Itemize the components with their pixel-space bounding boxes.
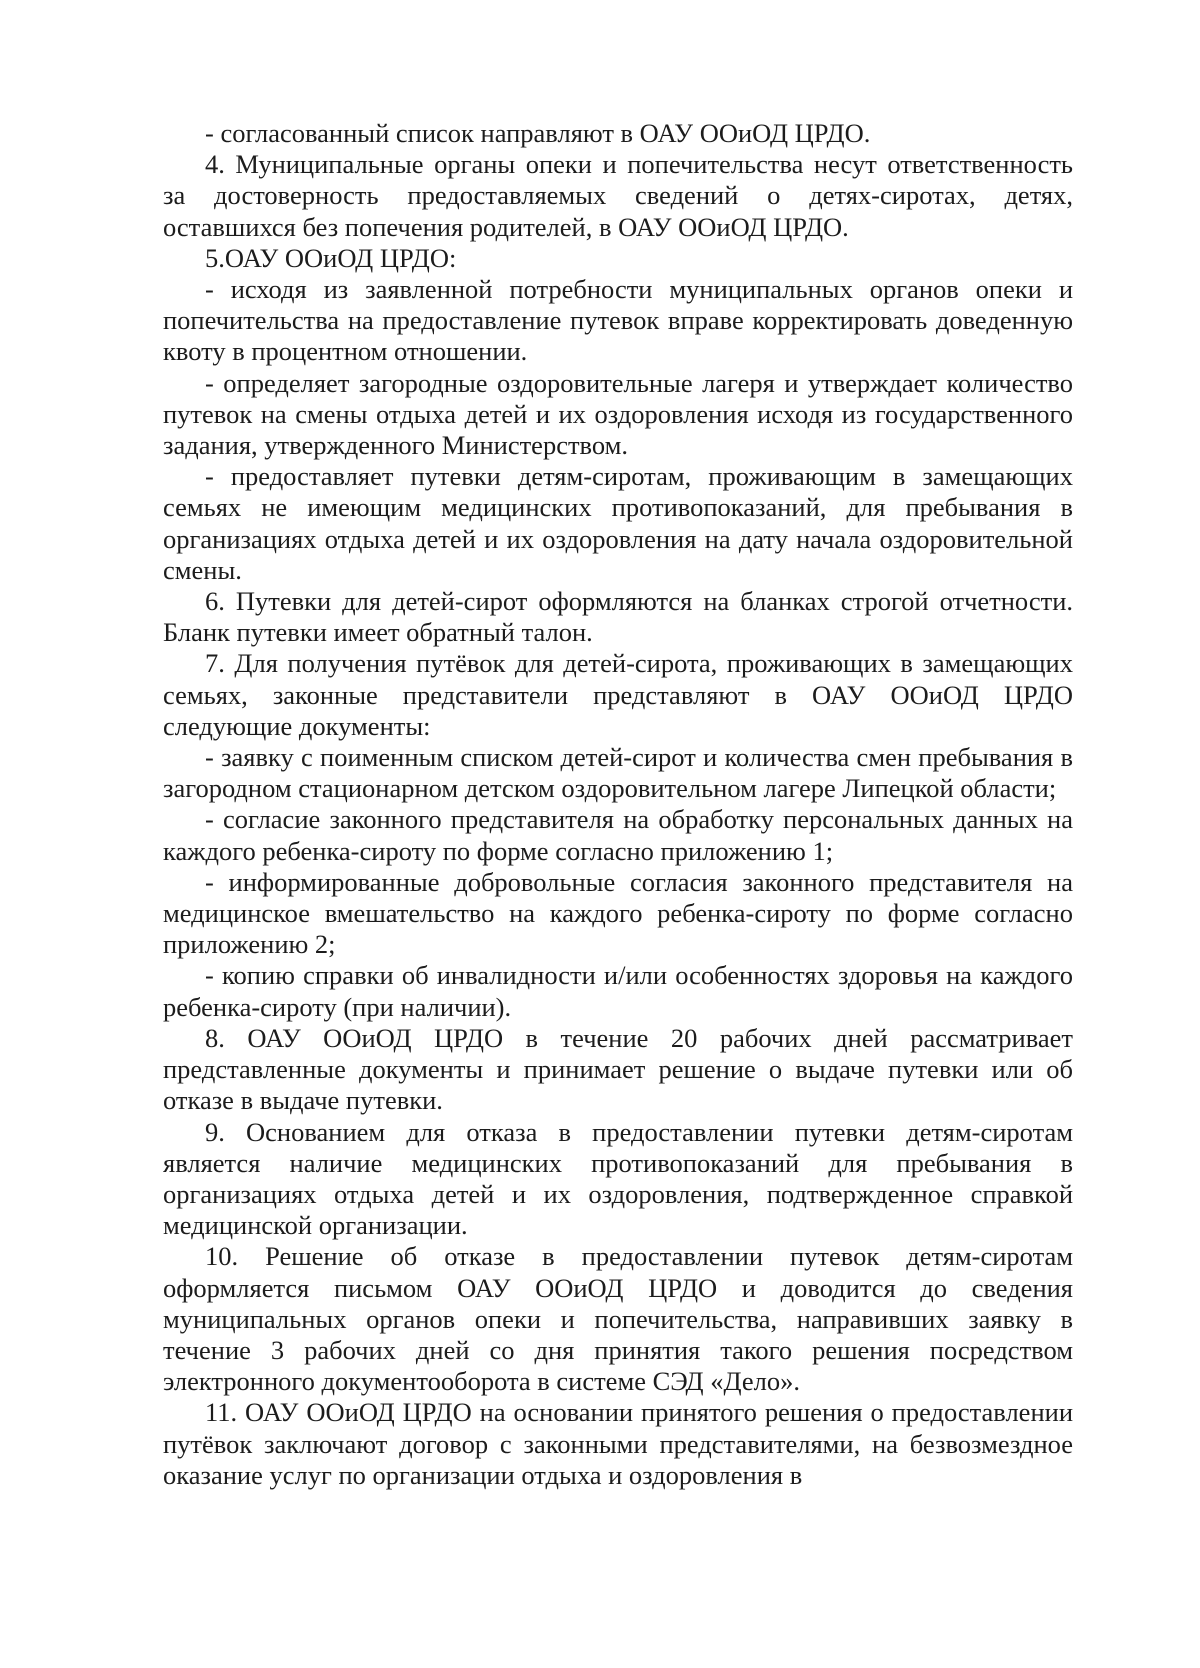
- paragraph-8: 8. ОАУ ООиОД ЦРДО в течение 20 рабочих дней рассматривает представленные документы и принимает решение о выдаче путевки или об отказе в выдаче путевки.: [163, 1022, 1073, 1116]
- paragraph-7-consent: - согласие законного представителя на обработку персональных данных на каждого ребенка-сироту по форме согласно приложению 1;: [163, 804, 1073, 866]
- paragraph-7-medical-consent: - информированные добровольные согласия законного представителя на медицинское вмешательство на каждого ребенка-сироту по форме согласно приложению 2;: [163, 866, 1073, 960]
- paragraph-7-application: - заявку с поименным списком детей-сирот и количества смен пребывания в загородном стационарном детском оздоровительном лагере Липецкой области;: [163, 742, 1073, 804]
- paragraph-9: 9. Основанием для отказа в предоставлении путевки детям-сиротам является наличие медицинских противопоказаний для пребывания в организациях отдыха детей и их оздоровления, подтвержденное справкой медицинской организации.: [163, 1116, 1073, 1241]
- paragraph-5-camps: - определяет загородные оздоровительные лагеря и утверждает количество путевок на смены отдыха детей и их оздоровления исходя из государственного задания, утвержденного Министерством.: [163, 367, 1073, 461]
- paragraph-10: 10. Решение об отказе в предоставлении путевок детям-сиротам оформляется письмом ОАУ ООиОД ЦРДО и доводится до сведения муниципальных органов опеки и попечительства, направивших заявку в течение 3 рабочих дней со дня принятия такого решения посредством электронного документооборота в системе СЭД «Дело».: [163, 1241, 1073, 1397]
- document-body: [163, 118, 1073, 1491]
- paragraph-5: 5.ОАУ ООиОД ЦРДО:: [205, 242, 457, 273]
- paragraph-4: 4. Муниципальные органы опеки и попечительства несут ответственность за достоверность предоставляемых сведений о детях-сиротах, детях, оставшихся без попечения родителей, в ОАУ ООиОД ЦРДО.: [163, 149, 1073, 242]
- paragraph-7: 7. Для получения путёвок для детей-сирота, проживающих в замещающих семьях, законные представители представляют в ОАУ ООиОД ЦРДО следующие документы:: [163, 648, 1073, 741]
- paragraph-5-quota: - исходя из заявленной потребности муниципальных органов опеки и попечительства на предоставление путевок вправе корректировать доведенную квоту в процентном отношении.: [163, 274, 1073, 367]
- paragraph-5-vouchers: - предоставляет путевки детям-сиротам, проживающим в замещающих семьях не имеющим медицинских противопоказаний, для пребывания в организациях отдыха детей и их оздоровления на дату начала оздоровительной смены.: [163, 461, 1073, 585]
- paragraph-11: 11. ОАУ ООиОД ЦРДО на основании принятого решения о предоставлении путёвок заключают договор с законными представителями, на безвозмездное оказание услуг по организации отдыха и оздоровления в: [163, 1397, 1073, 1490]
- paragraph-6: 6. Путевки для детей-сирот оформляются на бланках строгой отчетности. Бланк путевки имеет обратный талон.: [163, 586, 1073, 648]
- paragraph-agreed-list: - согласованный список направляют в ОАУ ООиОД ЦРДО.: [205, 118, 871, 148]
- paragraph-7-disability-certificate: - копию справки об инвалидности и/или особенностях здоровья на каждого ребенка-сироту (при наличии).: [163, 960, 1073, 1022]
